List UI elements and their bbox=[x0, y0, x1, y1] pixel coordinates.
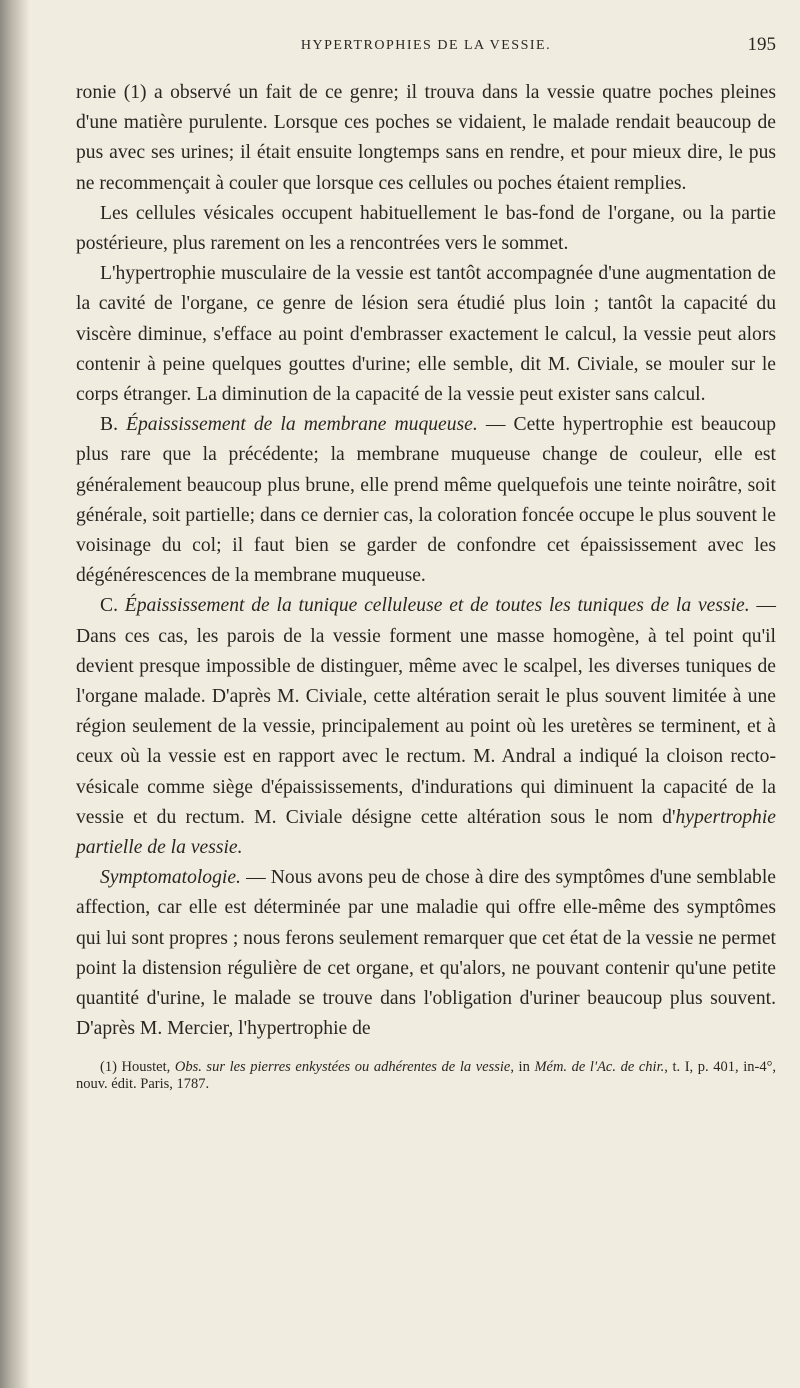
text-run: — Nous avons peu de chose à dire des symptômes d'une semblable affection, car elle est déterminée par une maladie qui offre elle-même des symptômes qui lui sont propres ; nous ferons seulement remarquer que cet état de la vessie ne permet point la distension régulière de cet organe, et qu'alors, ne pouvant contenir qu'une petite quantité d'urine, le malade se trouve dans l'obligation d'uriner beaucoup plus souvent. D'après M. Mercier, l'hypertrophie de bbox=[76, 867, 776, 1040]
paragraph bbox=[76, 259, 776, 410]
text-run: L'hypertrophie musculaire de la vessie est tantôt accompagnée d'une augmentation de la cavité de l'organe, ce genre de lésion sera étudié plus loin ; tantôt la capacité du viscère diminue, s'efface au point d'embrasser exactement le calcul, la vessie peut alors contenir à peine quelques gouttes d'urine; elle semble, dit M. Civiale, se mouler sur le corps étranger. La diminution de la capacité de la vessie peut exister sans calcul. bbox=[76, 263, 776, 406]
footnote-text-run: , t. I, p. 401, in-4°, nouv. édit. Paris, 1787. bbox=[76, 1058, 777, 1092]
paragraph bbox=[76, 410, 776, 591]
running-title: HYPERTROPHIES DE LA VESSIE. bbox=[300, 38, 552, 53]
italic-text: hypertrophie partielle de la vessie. bbox=[76, 806, 776, 859]
footnote-italic-text: Mém. de l'Ac. de chir. bbox=[534, 1058, 665, 1075]
footnote-italic-text: Obs. sur les pierres enkystées ou adhérentes de la vessie bbox=[174, 1058, 511, 1075]
running-head bbox=[76, 34, 776, 78]
text-run: — Cette hypertrophie est beaucoup plus rare que la précédente; la membrane muqueuse change de couleur, elle est généralement beaucoup plus brune, elle prend même quelquefois une teinte noirâtre, soit générale, soit partielle; dans ce dernier cas, la coloration foncée occupe le plus souvent le voisinage du col; il faut bien se garder de confondre cet épaississement avec les dégénérescences de la membrane muqueuse. bbox=[76, 414, 777, 587]
italic-text: Épaississement de la membrane muqueuse. bbox=[126, 414, 478, 436]
page-number: 195 bbox=[747, 34, 776, 55]
footnote-text-run: (1) Houstet, bbox=[100, 1058, 175, 1075]
footnote-text-run: , in bbox=[510, 1058, 535, 1075]
text-run: — Dans ces cas, les parois de la vessie forment une masse homogène, à tel point qu'il devient presque impossible de distinguer, même avec le scalpel, les diverses tuniques de l'organe malade. D'après M. Civiale, cette altération serait le plus souvent limitée à une région seulement de la vessie, principalement au point où les uretères se terminent, et à ceux où la vessie est en rapport avec le rectum. M. Andral a indiqué la cloison recto-vésicale comme siège d'épaississements, d'indurations qui diminuent la capacité de la vessie et du rectum. M. Civiale désigne cette altération sous le nom d' bbox=[76, 595, 776, 828]
text-run: Les cellules vésicales occupent habituellement le bas-fond de l'organe, ou la partie postérieure, plus rarement on les a rencontrées vers le sommet. bbox=[76, 202, 776, 255]
text-run: C. bbox=[100, 595, 125, 617]
text-run: ronie (1) a observé un fait de ce genre; il trouva dans la vessie quatre poches pleines d'une matière purulente. Lorsque ces poches se vidaient, le malade rendait beaucoup de pus avec ses urines; il était ensuite longtemps sans en rendre, et pour mieux dire, le pus ne recommençait à couler que lorsque ces cellules ou poches étaient remplies. bbox=[76, 82, 776, 194]
book-page bbox=[76, 0, 776, 1093]
paragraph bbox=[76, 78, 776, 199]
paragraph bbox=[76, 863, 776, 1044]
binding-shadow bbox=[0, 0, 30, 1388]
body-text bbox=[76, 78, 776, 1045]
paragraph bbox=[76, 199, 776, 259]
italic-text: Symptomatologie. bbox=[100, 867, 241, 889]
italic-text: Épaississement de la tunique celluleuse et de toutes les tuniques de la vessie. bbox=[124, 595, 750, 617]
text-run: B. bbox=[100, 414, 127, 436]
paragraph bbox=[76, 591, 776, 863]
footnote bbox=[76, 1059, 776, 1093]
